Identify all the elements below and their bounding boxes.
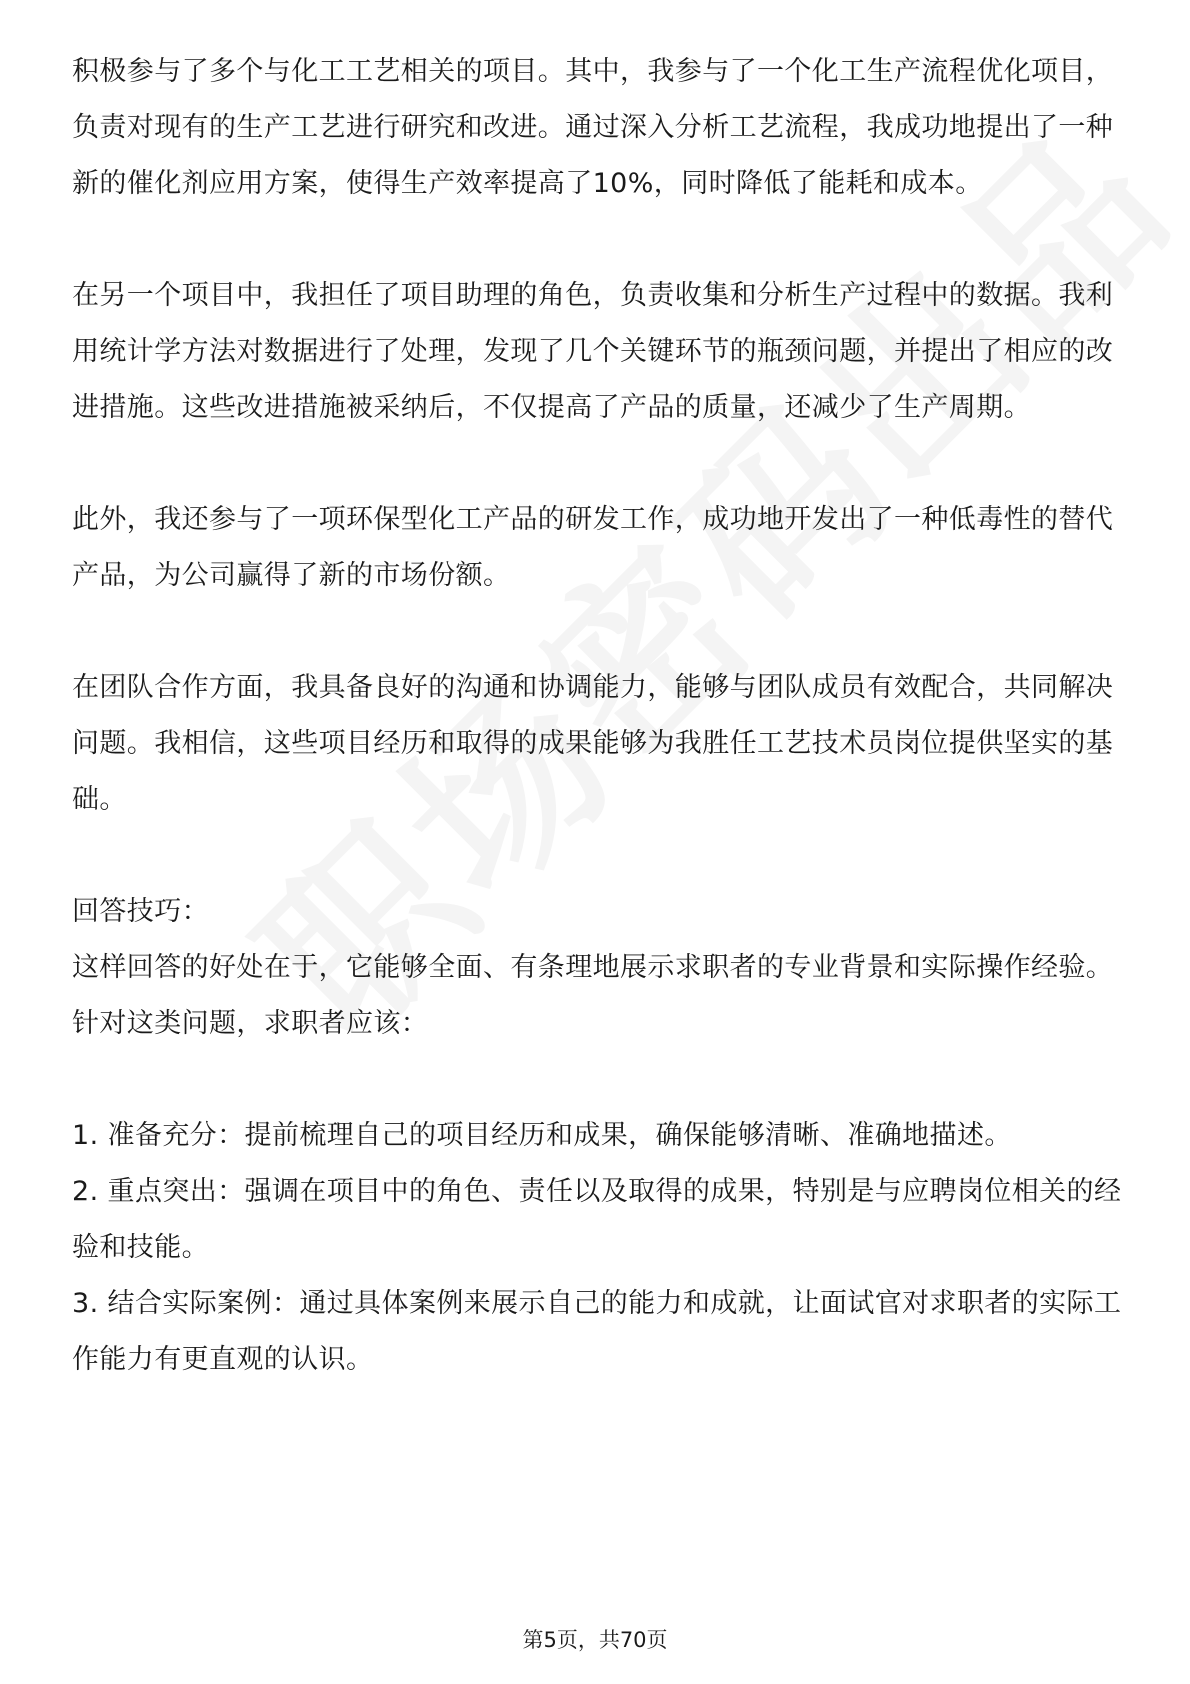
paragraph-project-optimization: 积极参与了多个与化工工艺相关的项目。其中，我参与了一个化工生产流程优化项目，负责对现有的生产工艺进行研究和改进。通过深入分析工艺流程，我成功地提出了一种新的催化剂应用方案，使得生产效率提高了10%，同时降低了能耗和成本。 <box>72 56 1114 199</box>
paragraph-teamwork: 在团队合作方面，我具备良好的沟通和协调能力，能够与团队成员有效配合，共同解决问题。我相信，这些项目经历和取得的成果能够为我胜任工艺技术员岗位提供坚实的基础。 <box>72 672 1114 815</box>
page-number: 第5页，共70页 <box>522 1628 668 1652</box>
paragraph-environmental-product: 此外，我还参与了一项环保型化工产品的研发工作，成功地开发出了一种低毒性的替代产品，为公司赢得了新的市场份额。 <box>72 504 1114 591</box>
tips-item: 2. 重点突出：强调在项目中的角色、责任以及取得的成果，特别是与应聘岗位相关的经验和技能。 <box>72 1176 1122 1263</box>
paragraph-project-assistant: 在另一个项目中，我担任了项目助理的角色，负责收集和分析生产过程中的数据。我利用统计学方法对数据进行了处理，发现了几个关键环节的瓶颈问题，并提出了相应的改进措施。这些改进措施被采纳后，不仅提高了产品的质量，还减少了生产周期。 <box>72 280 1114 423</box>
tips-intro: 这样回答的好处在于，它能够全面、有条理地展示求职者的专业背景和实际操作经验。针对这类问题，求职者应该： <box>72 952 1114 1039</box>
tips-heading: 回答技巧： <box>72 896 209 927</box>
tips-item: 1. 准备充分：提前梳理自己的项目经历和成果，确保能够清晰、准确地描述。 <box>72 1120 1012 1151</box>
tips-item: 3. 结合实际案例：通过具体案例来展示自己的能力和成就，让面试官对求职者的实际工作能力有更直观的认识。 <box>72 1288 1122 1375</box>
document-body <box>72 44 1122 1388</box>
